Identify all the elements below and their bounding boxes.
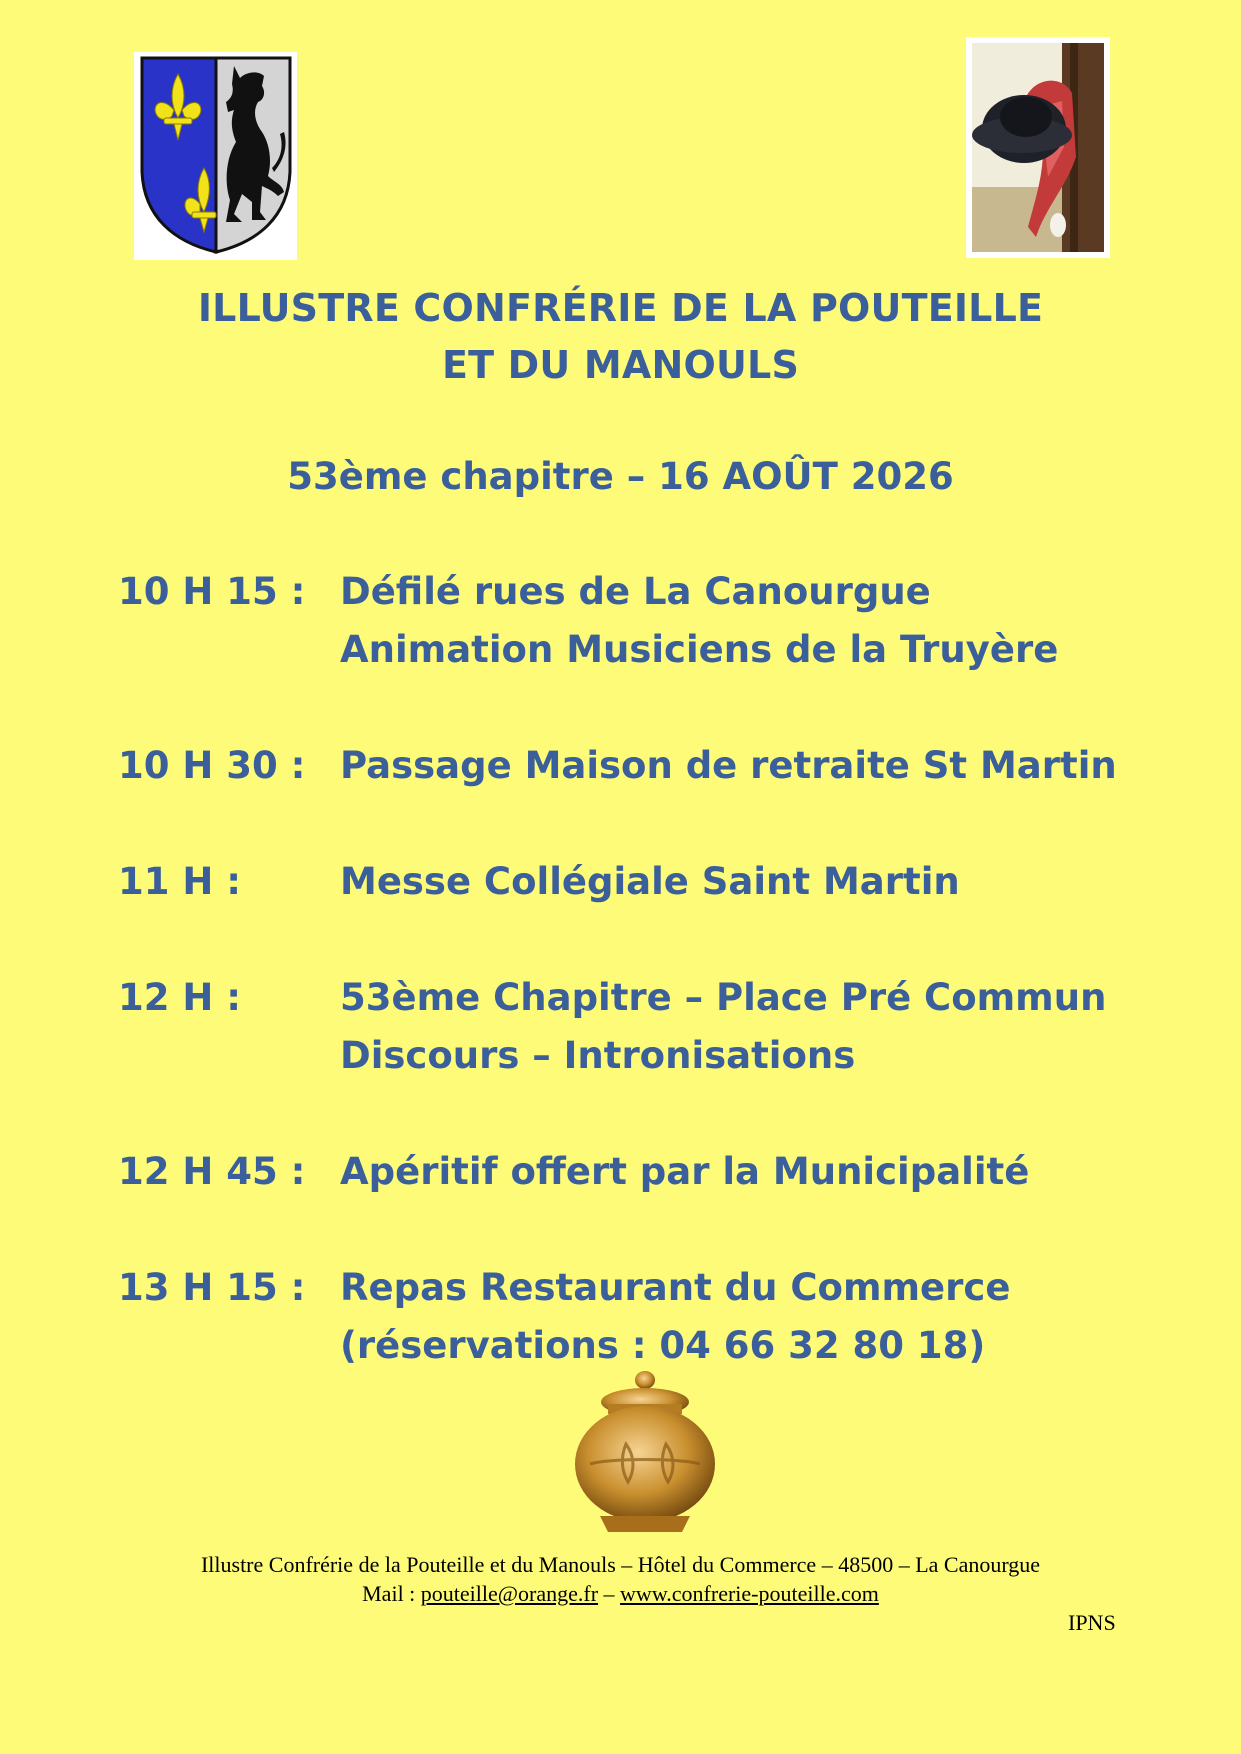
program-item [118,737,1198,795]
coat-of-arms-icon [134,52,297,260]
email-link[interactable]: pouteille@orange.fr [420,1581,599,1606]
program-item [118,853,1198,911]
program-description [340,853,1198,911]
program-time: 13 H 15 : [118,1266,306,1309]
program-description [340,737,1198,795]
program-line: Discours – Intronisations [340,1034,856,1077]
separator: – [603,1581,615,1606]
program-item [118,969,1198,1085]
footer-contact [0,1581,1241,1607]
program-description [340,1143,1198,1201]
program-line: Apéritif offert par la Municipalité [340,1150,1030,1193]
page-title-line-2: ET DU MANOULS [441,343,800,387]
program-time: 10 H 15 : [118,570,306,613]
ipns-mention: IPNS [1068,1610,1116,1635]
event-subtitle: 53ème chapitre – 16 AOÛT 2026 [287,455,954,498]
program-line: Passage Maison de retraite St Martin [340,744,1117,787]
pouteille-pot-icon [570,1368,720,1538]
program-description [340,563,1198,679]
program-line: 53ème Chapitre – Place Pré Commun [340,976,1107,1019]
program-list [118,563,1198,1375]
website-link[interactable]: www.confrerie-pouteille.com [620,1581,879,1606]
program-description [340,969,1198,1085]
hat-and-scarf-photo [966,37,1110,258]
program-time: 11 H : [118,860,242,903]
program-item [118,1259,1198,1375]
program-time: 12 H : [118,976,242,1019]
program-item [118,563,1198,679]
program-time: 12 H 45 : [118,1150,306,1193]
program-line: (réservations : 04 66 32 80 18) [340,1324,986,1367]
page-title-line-1: ILLUSTRE CONFRÉRIE DE LA POUTEILLE [197,286,1044,330]
footer-address: Illustre Confrérie de la Pouteille et du Manouls – Hôtel du Commerce – 48500 – La Canourgue [200,1552,1041,1577]
program-line: Animation Musiciens de la Truyère [340,628,1059,671]
program-line: Défilé rues de La Canourgue [340,570,931,613]
program-line: Messe Collégiale Saint Martin [340,860,960,903]
program-item [118,1143,1198,1201]
mail-label: Mail : [362,1581,416,1606]
program-time: 10 H 30 : [118,744,306,787]
program-line: Repas Restaurant du Commerce [340,1266,1011,1309]
program-description [340,1259,1198,1375]
